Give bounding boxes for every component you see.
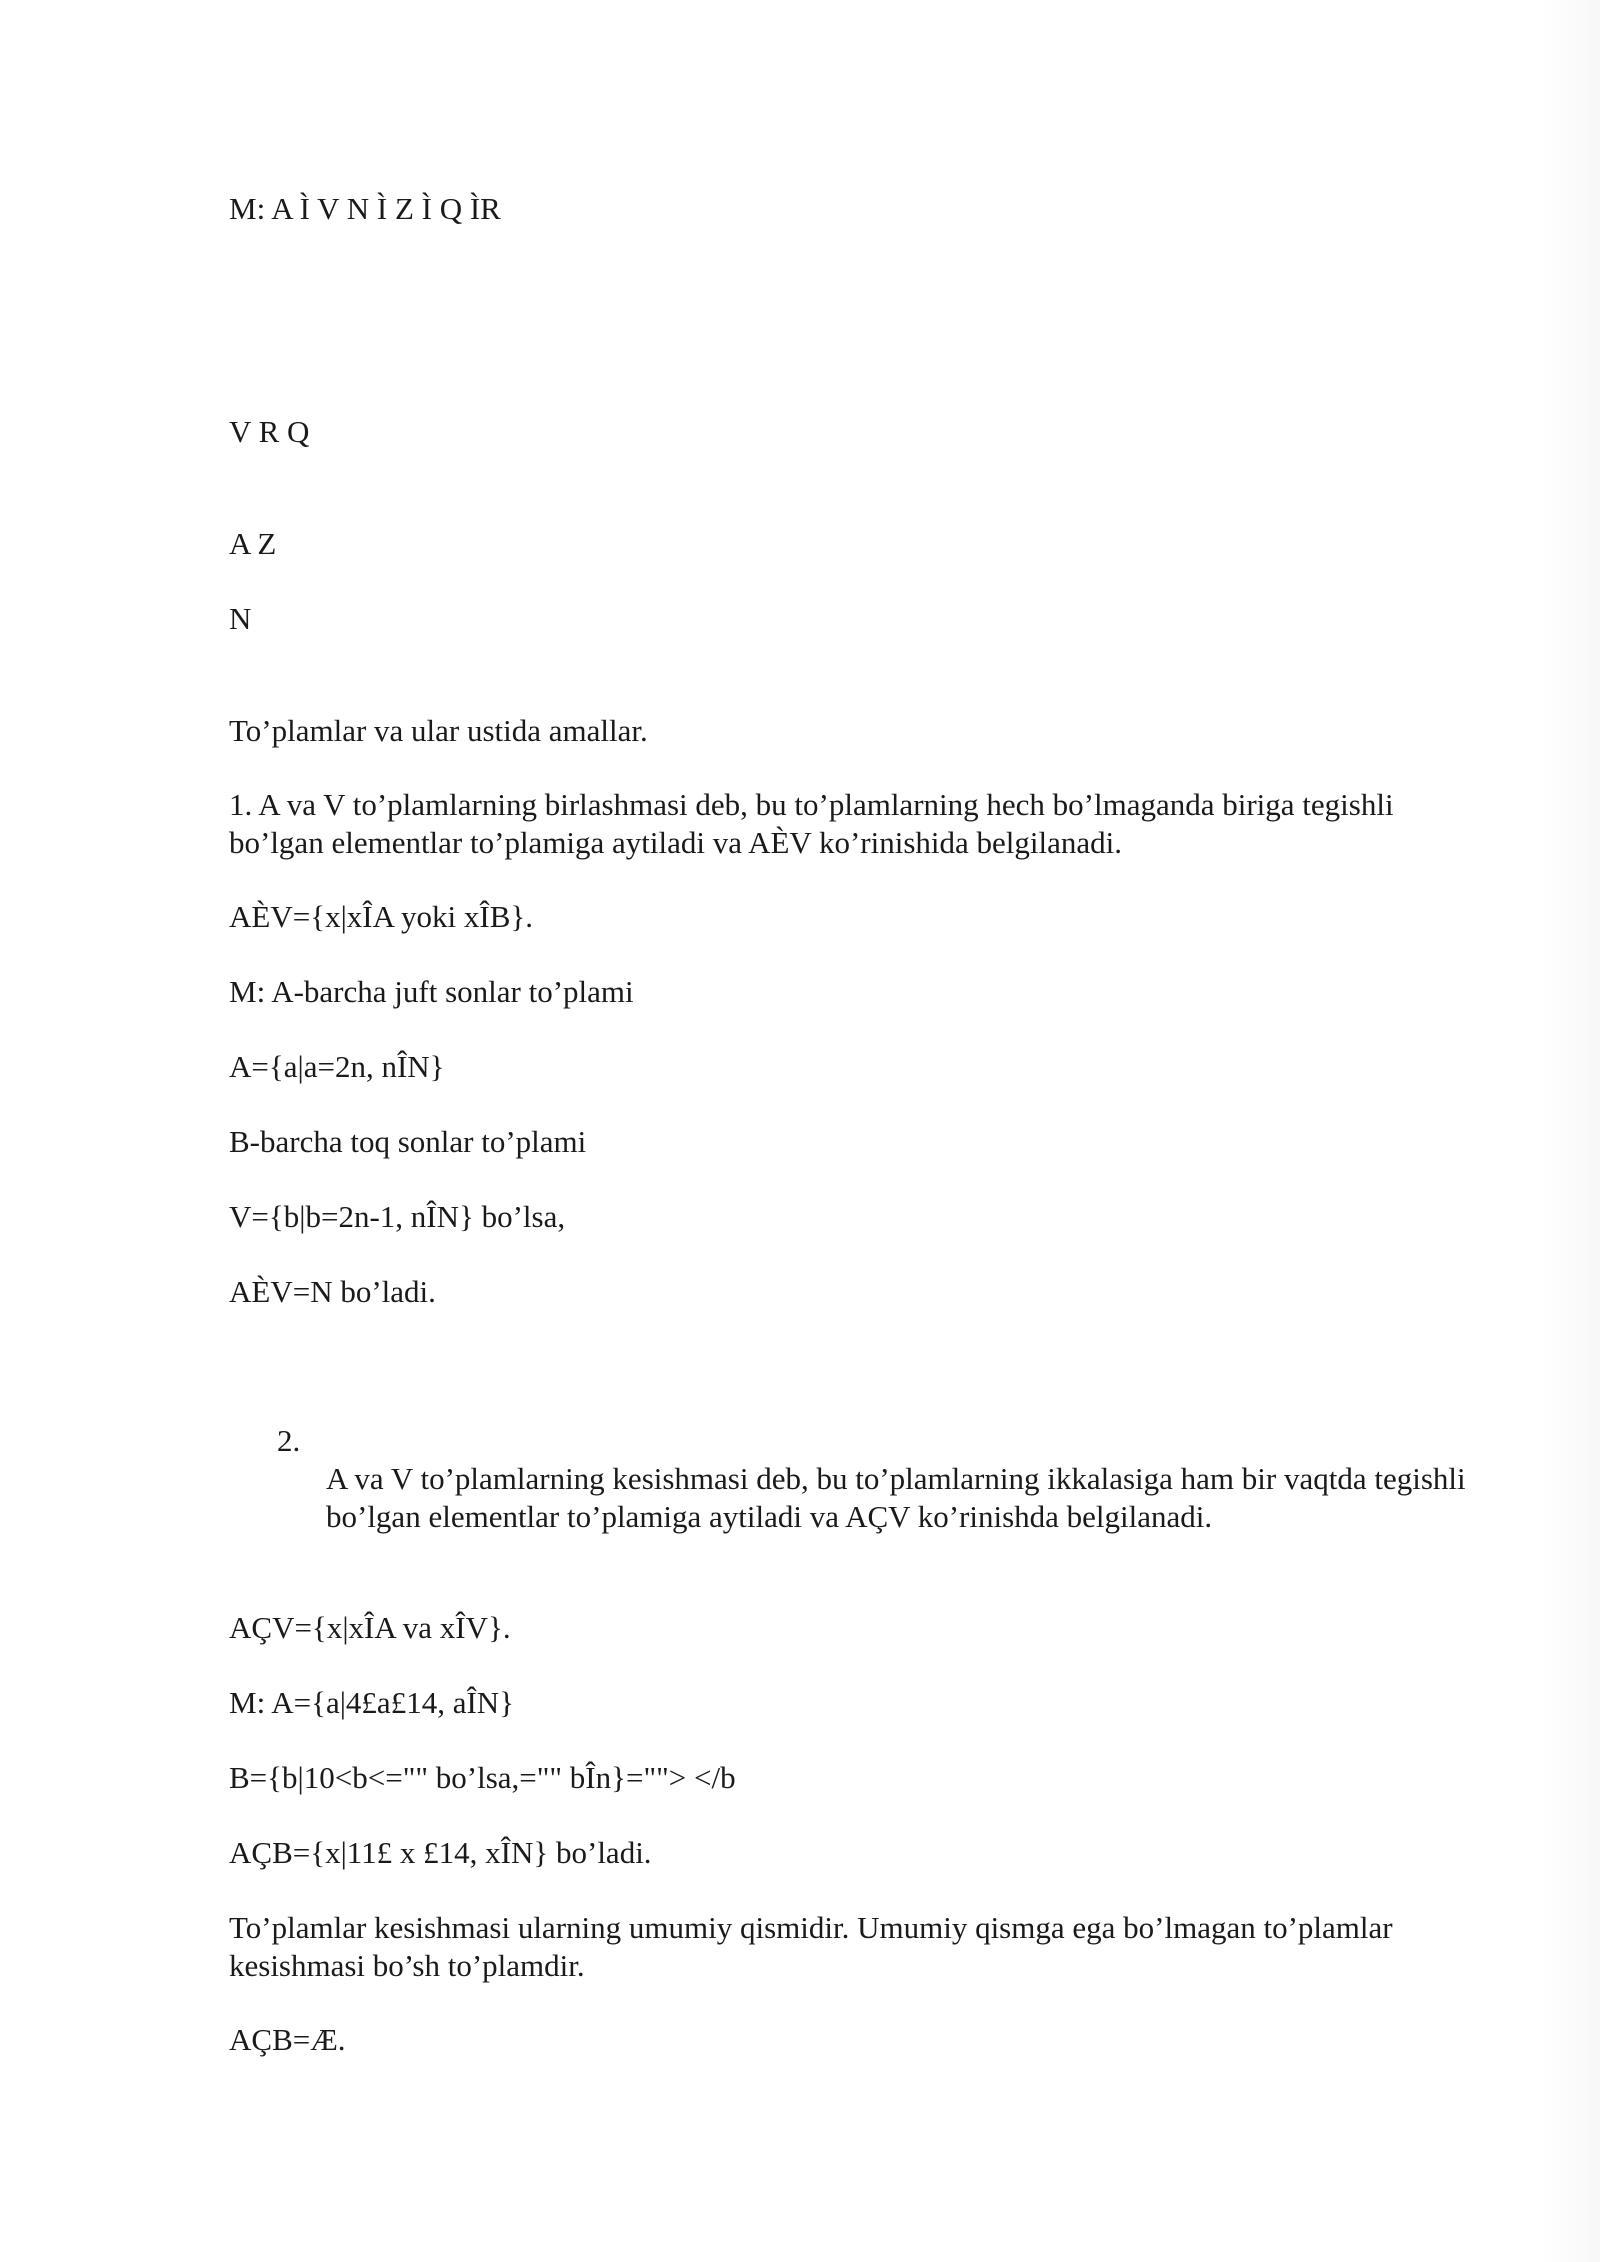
header-line-4: N: [229, 601, 252, 636]
list-item-number: 2.: [277, 1423, 301, 1458]
section-title: To’plamlar va ular ustida amallar.: [229, 713, 648, 748]
set-b-example-formula: B={b|10<b<="" bo’lsa,="" bÎn}=""> </b: [229, 1760, 736, 1795]
header-line-3: A Z: [229, 526, 277, 561]
even-numbers-example: M: A-barcha juft sonlar to’plami: [229, 974, 634, 1009]
header-line-2: V R Q: [229, 414, 310, 449]
empty-set-formula: AÇB=Æ.: [229, 2022, 346, 2057]
intersection-definition-paragraph: A va V to’plamlarning kesishmasi deb, bu to’plamlarning ikkalasiga ham bir vaqtda tegishli bo’lgan elementlar to’plamiga aytiladi va AÇV ko’rinishda belgilanadi.: [326, 1461, 1466, 1534]
set-a-example-formula: M: A={a|4£a£14, aÎN}: [229, 1685, 515, 1720]
odd-numbers-formula: V={b|b=2n-1, nÎN} bo’lsa,: [229, 1199, 566, 1234]
union-definition-paragraph: 1. A va V to’plamlarning birlashmasi deb, bu to’plamlarning hech bo’lmaganda biriga tegishli bo’lgan elementlar to’plamiga aytiladi va AÈV ko’rinishida belgilanadi.: [229, 787, 1394, 860]
odd-numbers-example: B-barcha toq sonlar to’plami: [229, 1124, 587, 1159]
intersection-explanation-paragraph: To’plamlar kesishmasi ularning umumiy qismidir. Umumiy qismga ega bo’lmagan to’plamlar kesishmasi bo’sh to’plamdir.: [229, 1910, 1393, 1983]
intersection-result-formula: AÇB={x|11£ x £14, xÎN} bo’ladi.: [229, 1835, 652, 1870]
union-result-formula: AÈV=N bo’ladi.: [229, 1274, 436, 1309]
even-numbers-formula: A={a|a=2n, nÎN}: [229, 1049, 445, 1084]
union-formula: AÈV={x|xÎA yoki xÎB}.: [229, 899, 534, 934]
page-edge-shadow: [1540, 0, 1600, 2262]
header-line-1: M: A Ì V N Ì Z Ì Q ÌR: [229, 191, 501, 226]
intersection-formula: AÇV={x|xÎA va xÎV}.: [229, 1610, 511, 1645]
